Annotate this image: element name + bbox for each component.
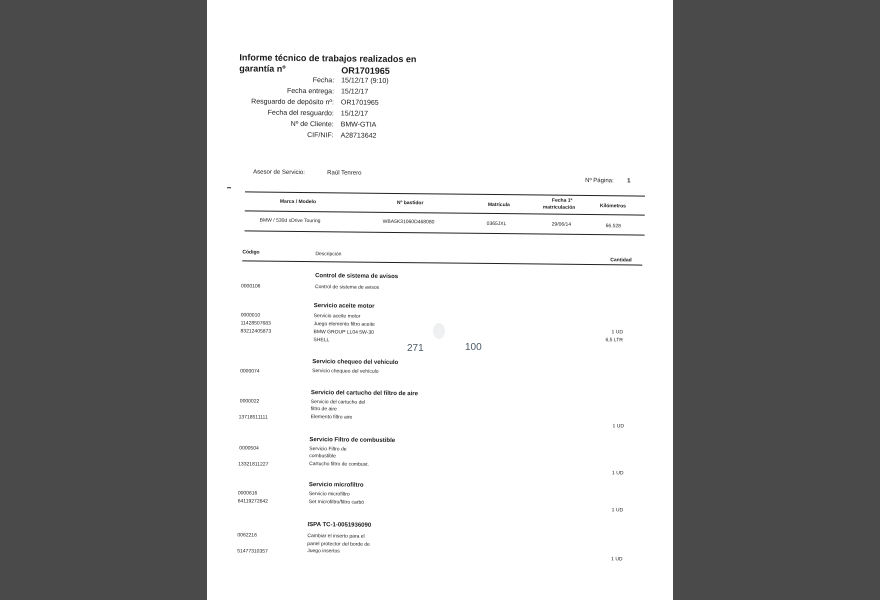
vehicle-header-vin: Nº bastidor [396, 199, 424, 207]
vehicle-header-reg2: matriculación [542, 204, 576, 211]
item-desc: panel protector del borde de [307, 541, 370, 548]
item-qty: 1 UD [611, 556, 623, 563]
item-code: 13718511111 [238, 414, 268, 421]
item-desc: Servicio chequeo del vehículo [312, 368, 379, 375]
overlay-label-b: 100 [465, 342, 482, 353]
margin-mark [227, 187, 231, 188]
field-label-cif: CIF/NIF: [307, 132, 334, 140]
field-value-fecha: 15/12/17 (9:10) [341, 77, 389, 85]
item-desc: Juego insertos [307, 548, 340, 555]
item-desc: SHELL [313, 337, 330, 344]
advisor-label: Asesor de Servicio: [253, 169, 305, 177]
item-code: 0000022 [239, 398, 260, 405]
field-label-resguardo: Resguardo de depósito nº: [251, 98, 334, 107]
item-desc: Control de sistema de avisos [314, 284, 380, 291]
item-code: 0000504 [239, 445, 259, 452]
item-desc: Servicio del cartucho del [310, 399, 366, 406]
item-desc: BMW GROUP LL04 5W-30 [313, 329, 374, 336]
report-number: OR1701965 [341, 65, 390, 76]
item-code: 0000074 [240, 368, 260, 375]
items-header-code: Código [242, 249, 260, 256]
item-qty: 1 UD [612, 423, 624, 430]
page-number-value: 1 [627, 178, 631, 185]
document-content [207, 0, 673, 600]
vehicle-row-vin: WBA5K31060D468080 [382, 218, 435, 226]
item-desc: Cambiar el inserto para el [307, 533, 365, 540]
item-code: 0000616 [237, 490, 258, 497]
item-qty: 1 UD [611, 329, 623, 336]
items-header-qty: Cantidad [610, 257, 632, 264]
item-qty: 6,5 LTR [605, 337, 623, 344]
report-title-line2: garantía nº [239, 63, 286, 74]
item-desc: filtro de aire [310, 406, 337, 413]
item-desc: Cartucho filtro de combust. [309, 461, 369, 468]
vehicle-header-km: Kilómetros [599, 203, 627, 210]
page-number-label: Nº Página: [585, 177, 614, 185]
item-code: 13321811227 [238, 461, 269, 468]
section-title: Servicio del cartucho del filtro de aire [310, 390, 418, 398]
items-header-rule [242, 260, 642, 265]
field-value-cif: A28713642 [340, 132, 377, 140]
vehicle-table-bottom-rule [245, 230, 645, 235]
section-title: Servicio microfiltro [308, 482, 364, 489]
item-qty: 1 UD [612, 470, 624, 477]
field-value-fecha-resguardo: 15/12/17 [340, 110, 369, 118]
items-header-desc: Descripción [315, 251, 342, 258]
item-code: 0000010 [240, 312, 261, 319]
item-code: 64119272642 [237, 498, 269, 505]
section-title: ISPA TC-1-0051936090 [307, 522, 372, 529]
item-desc: Set microfiltro/filtro carbó [308, 499, 365, 506]
vehicle-row-reg: 29/06/14 [551, 221, 572, 228]
field-label-fecha: Fecha: [312, 77, 335, 85]
item-qty: 1 UD [611, 507, 624, 514]
item-desc: Servicio Filtro de [309, 446, 347, 453]
item-code: 51477310357 [237, 548, 268, 555]
section-title: Servicio Filtro de combustible [309, 437, 396, 444]
cursor-glare [433, 323, 445, 339]
item-desc: Juego elemento filtro aceite [313, 321, 375, 328]
item-code: 0062216 [237, 532, 257, 539]
item-desc: Elemento filtro aire [310, 414, 353, 421]
vehicle-table-top-rule [245, 191, 645, 196]
item-desc: Servicio microfiltro [308, 491, 350, 498]
vehicle-table-mid-rule [245, 210, 645, 215]
item-code: 0000106 [240, 283, 261, 290]
section-title: Control de sistema de avisos [315, 273, 399, 281]
advisor-name: Raúl Tenrero [327, 170, 362, 177]
vehicle-header-model: Marca / Modelo [279, 198, 317, 206]
item-code: 11428507683 [240, 320, 271, 327]
item-desc: combustible [309, 453, 336, 460]
vehicle-row-km: 66.528 [605, 223, 621, 230]
item-desc: Servicio aceite motor [313, 313, 361, 320]
section-title: Servicio aceite motor [313, 303, 375, 310]
vehicle-row-plate: 0365JXL [486, 220, 507, 228]
field-label-fecha-resguardo: Fecha del resguardo: [267, 109, 334, 118]
vehicle-row-model: BMW / 530d xDrive Touring [259, 217, 321, 225]
overlay-label-a: 271 [407, 343, 424, 354]
document-page [207, 0, 673, 600]
field-label-cliente: Nº de Cliente: [290, 120, 334, 129]
field-value-fecha-entrega: 15/12/17 [341, 88, 369, 96]
section-title: Servicio chequeo del vehículo [312, 359, 399, 367]
report-title-line1: Informe técnico de trabajos realizados en [239, 52, 417, 65]
item-code: 83212405873 [240, 328, 272, 335]
field-value-cliente: BMW-GTIA [340, 121, 377, 129]
vehicle-header-plate: Matrícula [487, 201, 510, 209]
vehicle-header-reg1: Fecha 1ª [551, 197, 573, 204]
field-label-fecha-entrega: Fecha entrega: [286, 87, 335, 96]
field-value-resguardo: OR1701965 [340, 99, 379, 107]
